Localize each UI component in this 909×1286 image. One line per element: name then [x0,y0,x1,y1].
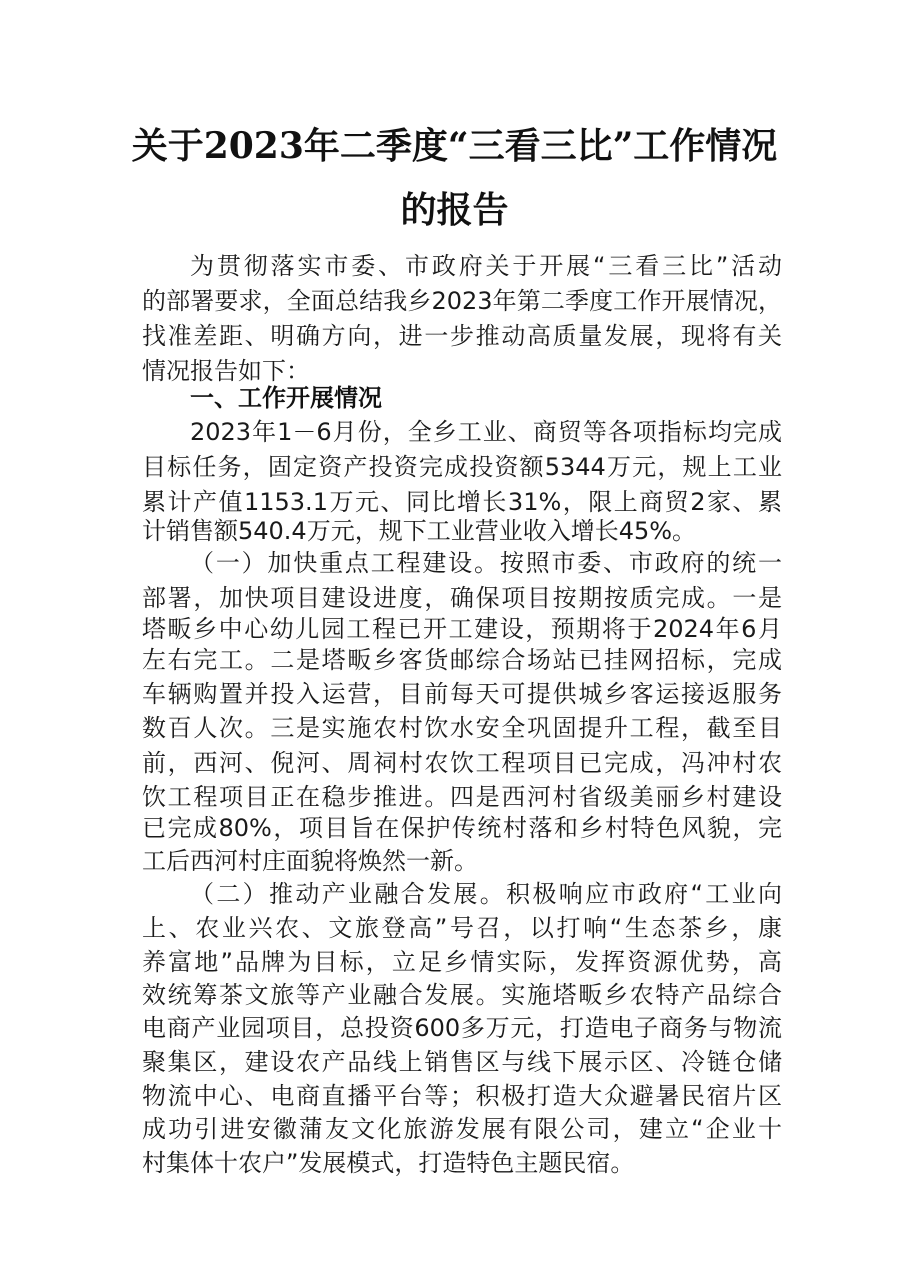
part1-line-8: 饮工程项目正在稳步推进。四是西河村省级美丽乡村建设 [142,783,782,811]
part2-line-1: （二）推动产业融合发展。积极响应市政府“工业向 [190,880,782,908]
part2-line-7: 物流中心、电商直播平台等；积极打造大众避暑民宿片区 [142,1082,782,1110]
part1-line-5: 车辆购置并投入运营，目前每天可提供城乡客运接返服务 [142,680,782,708]
part1-line-6: 数百人次。三是实施农村饮水安全巩固提升工程，截至目 [142,714,782,742]
part1-line-4: 左右完工。二是塔畈乡客货邮综合场站已挂网招标，完成 [142,646,782,674]
part1-line-10: 工后西河村庄面貌将焕然一新。 [142,847,478,875]
part1-line-3: 塔畈乡中心幼儿园工程已开工建设，预期将于2024年6月 [142,615,782,643]
part2-line-9: 村集体十农户”发展模式，打造特色主题民宿。 [142,1149,635,1177]
part1-line-7: 前，西河、倪河、周祠村农饮工程项目已完成，冯冲村农 [142,749,782,777]
summary-line-3: 累计产值1153.1万元、同比增长31%，限上商贸2家、累 [142,488,782,516]
intro-line-2: 的部署要求，全面总结我乡2023年第二季度工作开展情况， [142,287,782,315]
document-title-line-2: 的报告 [400,189,509,231]
part2-line-4: 效统筹茶文旅等产业融合发展。实施塔畈乡农特产品综合 [142,981,782,1009]
part2-line-2: 上、农业兴农、文旅登高”号召，以打响“生态茶乡，康 [142,914,782,942]
intro-line-4: 情况报告如下： [142,357,310,385]
summary-line-2: 目标任务，固定资产投资完成投资额5344万元，规上工业 [142,453,782,481]
part2-line-5: 电商产业园项目，总投资600多万元，打造电子商务与物流 [142,1014,782,1042]
summary-line-1: 2023年1－6月份，全乡工业、商贸等各项指标均完成 [190,418,782,446]
part2-line-6: 聚集区，建设农产品线上销售区与线下展示区、冷链仓储 [142,1048,782,1076]
part1-line-1: （一）加快重点工程建设。按照市委、市政府的统一 [190,549,782,577]
summary-line-4: 计销售额540.4万元，规下工业营业收入增长45%。 [142,517,697,545]
intro-line-3: 找准差距、明确方向，进一步推动高质量发展，现将有关 [142,322,782,350]
document-title-line-1: 关于2023年二季度“三看三比”工作情况 [131,125,778,167]
part2-line-8: 成功引进安徽蒲友文化旅游发展有限公司，建立“企业十 [142,1115,782,1143]
section-heading: 一、工作开展情况 [190,384,382,412]
intro-line-1: 为贯彻落实市委、市政府关于开展“三看三比”活动 [190,252,782,280]
part1-line-9: 已完成80%，项目旨在保护传统村落和乡村特色风貌，完 [142,814,782,842]
part1-line-2: 部署，加快项目建设进度，确保项目按期按质完成。一是 [142,584,782,612]
part2-line-3: 养富地”品牌为目标，立足乡情实际，发挥资源优势，高 [142,948,782,976]
